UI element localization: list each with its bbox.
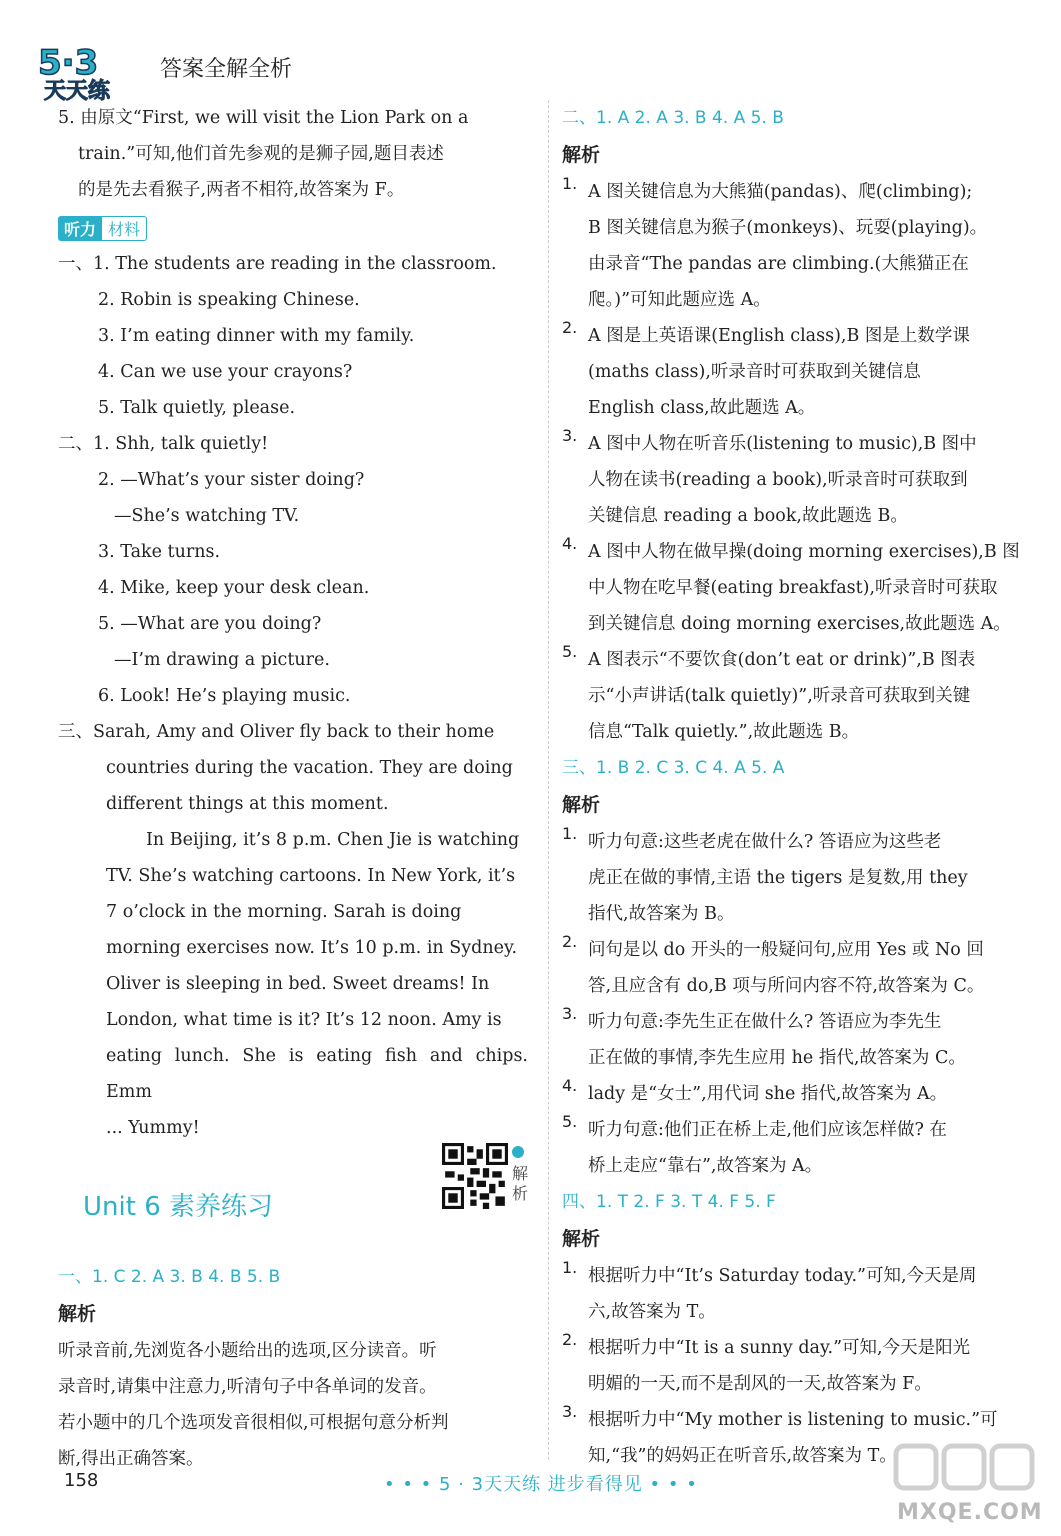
text-line: A 图是上英语课(English class),B 图是上数学课 xyxy=(588,326,970,346)
text-line: 录音时,请集中注意力,听清句子中各单词的发音。 xyxy=(58,1377,437,1397)
text-line: 问句是以 do 开头的一般疑问句,应用 Yes 或 No 回 xyxy=(588,940,984,960)
analysis-item xyxy=(562,174,1032,318)
text-line: 根据听力中“My mother is listening to music.”可 xyxy=(588,1410,998,1430)
text-line: London, what time is it? It’s 12 noon. Amy is xyxy=(106,1010,502,1030)
text-line: 到关键信息 doing morning exercises,故此题选 A。 xyxy=(588,614,1011,634)
text-line: 桥上走应“靠右”,故答案为 A。 xyxy=(588,1156,823,1176)
footer-slogan: • • • 5 · 3天天练 进步看得见 • • • xyxy=(384,1474,698,1495)
text-line: 爬。)”可知此题应选 A。 xyxy=(588,290,771,310)
text-line: 4. Can we use your crayons? xyxy=(98,362,353,382)
text-line: 中人物在吃早餐(eating breakfast),听录音时可获取 xyxy=(588,578,998,598)
text-line: 6. Look! He’s playing music. xyxy=(98,686,351,706)
qr-label: 解析 xyxy=(512,1164,529,1203)
text-line: 的是先去看猴子,两者不相符,故答案为 F。 xyxy=(78,180,405,200)
left-item5 xyxy=(58,100,528,208)
text-line: B 图关键信息为猴子(monkeys)、玩耍(playing)。 xyxy=(588,218,988,238)
item-number: 5. xyxy=(562,642,578,661)
analysis-item xyxy=(562,1004,1032,1076)
text-line: 听力句意:他们正在桥上走,他们应该怎样做? 在 xyxy=(588,1120,947,1140)
text-line: A 图关键信息为大熊猫(pandas)、爬(climbing); xyxy=(588,182,973,202)
text-line: 一、1. The students are reading in the classroom. xyxy=(58,254,497,274)
page-number: 158 xyxy=(64,1470,99,1491)
text-line: 5. Talk quietly, please. xyxy=(98,398,296,418)
answer-line: 二、1. A 2. A 3. B 4. A 5. B xyxy=(562,108,784,128)
text-line: different things at this moment. xyxy=(106,794,389,814)
watermark-text: MXQE.COM xyxy=(897,1500,1043,1525)
text-line: 信息“Talk quietly.”,故此题选 B。 xyxy=(588,722,860,742)
text-line: 虎正在做的事情,主语 the tigers 是复数,用 they xyxy=(588,868,968,888)
listening-section-1 xyxy=(58,246,528,426)
text-line: 断,得出正确答案。 xyxy=(58,1449,204,1469)
text-line: 5. —What are you doing? xyxy=(98,614,322,634)
analysis-label: 解析 xyxy=(562,1228,601,1250)
tag-listening: 听力 xyxy=(58,216,102,241)
listening-section-3 xyxy=(58,714,528,1146)
analysis-label: 解析 xyxy=(562,144,601,166)
analysis-item xyxy=(562,1076,1032,1112)
analysis-label: 解析 xyxy=(58,1303,97,1325)
text-line: In Beijing, it’s 8 p.m. Chen Jie is watching xyxy=(146,830,520,850)
text-line: eating lunch. She is eating fish and chips. Emm xyxy=(106,1046,528,1102)
answer-line: 一、1. C 2. A 3. B 4. B 5. B xyxy=(58,1267,281,1287)
text-line: 若小题中的几个选项发音很相似,可根据句意分析判 xyxy=(58,1413,449,1433)
analysis-item xyxy=(562,932,1032,1004)
text-line: —She’s watching TV. xyxy=(114,506,300,526)
text-line: TV. She’s watching cartoons. In New York, it’s xyxy=(106,866,516,886)
brand-logo xyxy=(34,40,154,102)
analysis-item xyxy=(562,1330,1032,1402)
text-line: 人物在读书(reading a book),听录音时可获取到 xyxy=(588,470,968,490)
analysis-item xyxy=(562,824,1032,932)
text-line: 答,且应含有 do,B 项与所问内容不符,故答案为 C。 xyxy=(588,976,985,996)
text-line: 正在做的事情,李先生应用 he 指代,故答案为 C。 xyxy=(588,1048,966,1068)
analysis-item xyxy=(562,1112,1032,1184)
text-line: lady 是“女士”,用代词 she 指代,故答案为 A。 xyxy=(588,1084,948,1104)
text-line: 5. 由原文“First, we will visit the Lion Park on a xyxy=(58,108,469,128)
text-line: 听力句意:李先生正在做什么? 答语应为李先生 xyxy=(588,1012,942,1032)
analysis-item xyxy=(562,642,1032,750)
listening-material-tag xyxy=(58,216,147,242)
analysis-label: 解析 xyxy=(562,794,601,816)
text-line: (maths class),听录音时可获取到关键信息 xyxy=(588,362,921,382)
text-line: 听力句意:这些老虎在做什么? 答语应为这些老 xyxy=(588,832,942,852)
text-line: 根据听力中“It’s Saturday today.”可知,今天是周 xyxy=(588,1266,977,1286)
page-header-title: 答案全解全析 xyxy=(160,57,293,82)
text-line: English class,故此题选 A。 xyxy=(588,398,816,418)
item-number: 3. xyxy=(562,1402,578,1421)
text-line: 3. Take turns. xyxy=(98,542,221,562)
svg-text:5·3: 5·3 xyxy=(38,43,99,83)
text-line: A 图中人物在听音乐(listening to music),B 图中 xyxy=(588,434,977,454)
text-line: 指代,故答案为 B。 xyxy=(588,904,735,924)
text-line: 三、Sarah, Amy and Oliver fly back to their home xyxy=(58,722,495,742)
text-line: —I’m drawing a picture. xyxy=(114,650,330,670)
text-line: 明媚的一天,而不是刮风的一天,故答案为 F。 xyxy=(588,1374,932,1394)
answers-section-1 xyxy=(58,1259,528,1477)
text-line: 听录音前,先浏览各小题给出的选项,区分读音。听 xyxy=(58,1341,437,1361)
play-dot-icon xyxy=(512,1146,524,1158)
analysis-item xyxy=(562,318,1032,426)
item-number: 1. xyxy=(562,174,578,193)
text-line: 六,故答案为 T。 xyxy=(588,1302,716,1322)
text-line: 3. I’m eating dinner with my family. xyxy=(98,326,415,346)
text-line: 7 o’clock in the morning. Sarah is doing xyxy=(106,902,462,922)
text-line: 根据听力中“It is a sunny day.”可知,今天是阳光 xyxy=(588,1338,971,1358)
text-line: 由录音“The pandas are climbing.(大熊猫正在 xyxy=(588,254,969,274)
item-number: 4. xyxy=(562,534,578,553)
item-number: 2. xyxy=(562,1330,578,1349)
right-column xyxy=(562,100,1032,1474)
item-number: 3. xyxy=(562,426,578,445)
unit-title: Unit 6 素养练习 xyxy=(83,1192,273,1222)
listening-section-2 xyxy=(58,426,528,714)
text-line: morning exercises now. It’s 10 p.m. in Sydney. xyxy=(106,938,518,958)
answer-line: 四、1. T 2. F 3. T 4. F 5. F xyxy=(562,1192,776,1212)
text-line: countries during the vacation. They are doing xyxy=(106,758,513,778)
text-line: 知,“我”的妈妈正在听音乐,故答案为 T。 xyxy=(588,1446,897,1466)
column-divider xyxy=(548,100,549,1460)
text-line: 4. Mike, keep your desk clean. xyxy=(98,578,370,598)
tag-material: 材料 xyxy=(102,216,147,241)
analysis-item xyxy=(562,534,1032,642)
text-line: A 图表示“不要饮食(don’t eat or drink)”,B 图表 xyxy=(588,650,976,670)
item-number: 5. xyxy=(562,1112,578,1131)
item-number: 3. xyxy=(562,1004,578,1023)
qr-code[interactable] xyxy=(442,1143,508,1209)
text-line: 2. Robin is speaking Chinese. xyxy=(98,290,360,310)
text-line: train.”可知,他们首先参观的是狮子园,题目表述 xyxy=(78,144,444,164)
text-line: 二、1. Shh, talk quietly! xyxy=(58,434,269,454)
answer-line: 三、1. B 2. C 3. C 4. A 5. A xyxy=(562,758,785,778)
text-line: Oliver is sleeping in bed. Sweet dreams! In xyxy=(106,974,490,994)
analysis-item xyxy=(562,1258,1032,1330)
text-line: 2. —What’s your sister doing? xyxy=(98,470,365,490)
item-number: 4. xyxy=(562,1076,578,1095)
left-column xyxy=(58,100,528,1477)
text-line: A 图中人物在做早操(doing morning exercises),B 图 xyxy=(588,542,1020,562)
item-number: 2. xyxy=(562,318,578,337)
text-line: 关键信息 reading a book,故此题选 B。 xyxy=(588,506,908,526)
svg-text:天天练: 天天练 xyxy=(44,79,111,102)
analysis-item xyxy=(562,426,1032,534)
text-line: ... Yummy! xyxy=(106,1118,200,1138)
text-line: 示“小声讲话(talk quietly)”,听录音可获取到关键 xyxy=(588,686,971,706)
item-number: 1. xyxy=(562,824,578,843)
item-number: 1. xyxy=(562,1258,578,1277)
item-number: 2. xyxy=(562,932,578,951)
